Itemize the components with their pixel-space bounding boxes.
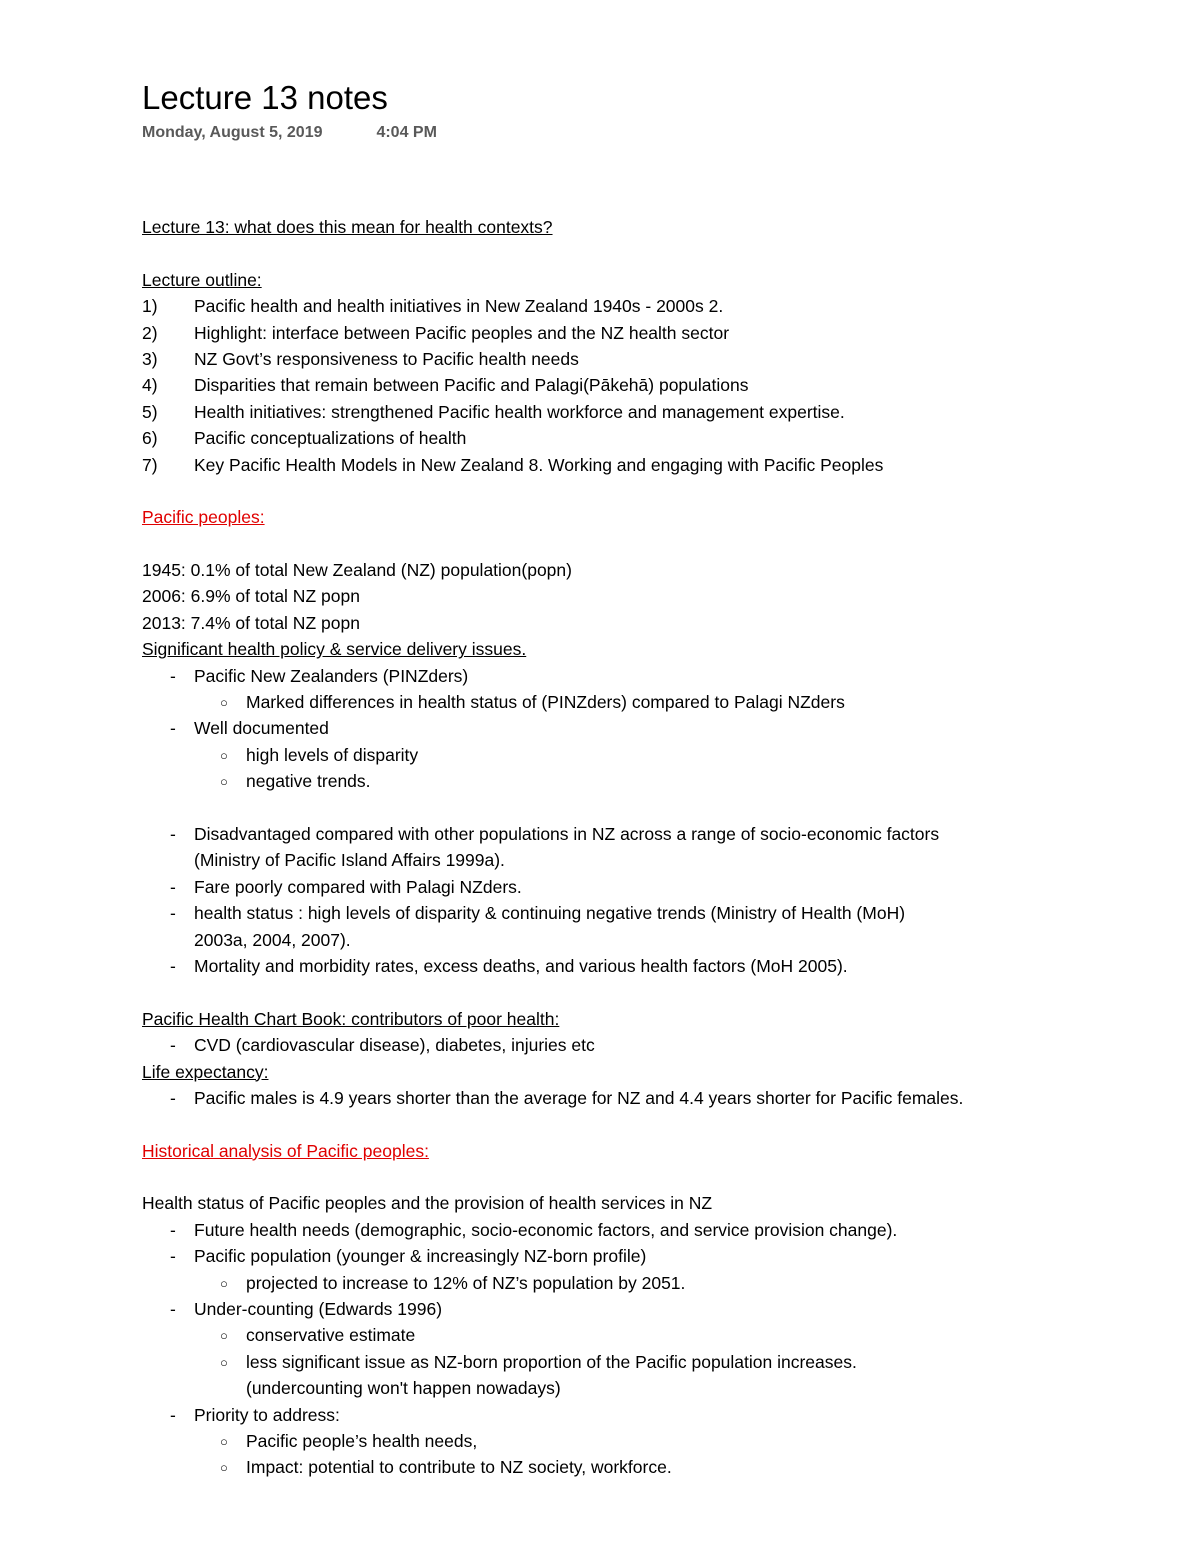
dash-bullet-icon: - <box>170 1246 176 1267</box>
list-number: 7) <box>142 454 158 475</box>
note-timestamp <box>142 124 1142 146</box>
blank-line <box>142 795 1152 821</box>
sub-bullet-continuation: (undercounting won't happen nowadays) <box>246 1378 561 1399</box>
sub-bullet-text: Impact: potential to contribute to NZ society, workforce. <box>246 1457 672 1478</box>
circle-bullet-icon: ○ <box>220 1354 228 1370</box>
circle-bullet-icon: ○ <box>220 695 228 711</box>
dash-bullet-icon: - <box>170 665 176 686</box>
blank-line <box>142 979 1152 1005</box>
text-line: 2013: 7.4% of total NZ popn <box>142 612 360 633</box>
list-item-text: NZ Govt’s responsiveness to Pacific health needs <box>194 348 579 369</box>
bullet-text: Well documented <box>194 718 329 739</box>
numbered-list-item <box>142 346 1152 372</box>
bullet-text: Priority to address: <box>194 1404 340 1425</box>
note-header <box>142 78 1142 146</box>
bullet-item <box>142 874 1152 900</box>
dash-bullet-icon: - <box>170 1087 176 1108</box>
bullet-text: Future health needs (demographic, socio-economic factors, and service provision change). <box>194 1219 898 1240</box>
dash-bullet-icon: - <box>170 1219 176 1240</box>
list-number: 2) <box>142 322 158 343</box>
page-title: Lecture 13 notes <box>142 79 388 116</box>
bullet-text: CVD (cardiovascular disease), diabetes, injuries etc <box>194 1035 595 1056</box>
dash-bullet-icon: - <box>170 876 176 897</box>
circle-bullet-icon: ○ <box>220 1275 228 1291</box>
section-heading: Pacific Health Chart Book: contributors of poor health: <box>142 1008 560 1029</box>
sub-bullet-item <box>142 1322 1152 1348</box>
sub-bullet-item <box>142 742 1152 768</box>
bullet-text: Under-counting (Edwards 1996) <box>194 1299 443 1320</box>
sub-bullet-text: less significant issue as NZ-born proportion of the Pacific population increases. <box>246 1351 857 1372</box>
sub-bullet-item <box>142 768 1152 794</box>
bullet-continuation: (Ministry of Pacific Island Affairs 1999a). <box>194 850 505 871</box>
bullet-item <box>142 715 1152 741</box>
bullet-text: health status : high levels of disparity & continuing negative trends (Ministry of Health (MoH) <box>194 903 906 924</box>
bullet-item <box>142 953 1152 979</box>
list-number: 1) <box>142 296 158 317</box>
sub-bullet-text: conservative estimate <box>246 1325 416 1346</box>
section-heading: Historical analysis of Pacific peoples: <box>142 1140 429 1161</box>
sub-bullet-item <box>142 1349 1152 1375</box>
circle-bullet-icon: ○ <box>220 774 228 790</box>
circle-bullet-icon: ○ <box>220 747 228 763</box>
blank-line <box>142 240 1152 266</box>
blank-line <box>142 478 1152 504</box>
bullet-text: Pacific males is 4.9 years shorter than the average for NZ and 4.4 years shorter for Pacific females. <box>194 1087 964 1108</box>
numbered-list-item <box>142 452 1152 478</box>
bullet-text: Fare poorly compared with Palagi NZders. <box>194 876 522 897</box>
note-body <box>142 214 1152 1481</box>
numbered-list-item <box>142 372 1152 398</box>
list-number: 3) <box>142 348 158 369</box>
dash-bullet-icon: - <box>170 1299 176 1320</box>
dash-bullet-icon: - <box>170 1035 176 1056</box>
blank-line <box>142 1111 1152 1137</box>
sub-bullet-item <box>142 1454 1152 1480</box>
sub-bullet-item <box>142 1270 1152 1296</box>
numbered-list-item <box>142 399 1152 425</box>
section-heading: Pacific peoples: <box>142 507 265 528</box>
sub-bullet-item <box>142 689 1152 715</box>
bullet-item <box>142 663 1152 689</box>
bullet-text: Disadvantaged compared with other populations in NZ across a range of socio-economic factors <box>194 823 940 844</box>
list-item-text: Key Pacific Health Models in New Zealand 8. Working and engaging with Pacific Peoples <box>194 454 884 475</box>
dash-bullet-icon: - <box>170 1404 176 1425</box>
bullet-item <box>142 821 1152 847</box>
bullet-item <box>142 1402 1152 1428</box>
circle-bullet-icon: ○ <box>220 1328 228 1344</box>
note-time: 4:04 PM <box>376 124 437 141</box>
bullet-item <box>142 1243 1152 1269</box>
blank-line <box>142 531 1152 557</box>
blank-line <box>142 1164 1152 1190</box>
section-heading: Significant health policy & service delivery issues. <box>142 639 527 660</box>
numbered-list-item <box>142 425 1152 451</box>
bullet-text: Mortality and morbidity rates, excess deaths, and various health factors (MoH 2005). <box>194 955 848 976</box>
bullet-continuation: 2003a, 2004, 2007). <box>194 929 351 950</box>
list-number: 5) <box>142 401 158 422</box>
bullet-text: Pacific New Zealanders (PINZders) <box>194 665 469 686</box>
section-heading: Lecture outline: <box>142 269 262 290</box>
text-line: Health status of Pacific peoples and the provision of health services in NZ <box>142 1193 713 1214</box>
text-line: 1945: 0.1% of total New Zealand (NZ) population(popn) <box>142 560 572 581</box>
dash-bullet-icon: - <box>170 823 176 844</box>
text-line: 2006: 6.9% of total NZ popn <box>142 586 360 607</box>
section-heading: Lecture 13: what does this mean for health contexts? <box>142 217 553 237</box>
circle-bullet-icon: ○ <box>220 1433 228 1449</box>
list-item-text: Disparities that remain between Pacific and Palagi(Pākehā) populations <box>194 375 749 396</box>
list-item-text: Pacific conceptualizations of health <box>194 428 467 449</box>
list-number: 4) <box>142 375 158 396</box>
dash-bullet-icon: - <box>170 903 176 924</box>
section-heading: Life expectancy: <box>142 1061 269 1082</box>
circle-bullet-icon: ○ <box>220 1460 228 1476</box>
bullet-item <box>142 1217 1152 1243</box>
numbered-list-item <box>142 293 1152 319</box>
bullet-item <box>142 1032 1152 1058</box>
sub-bullet-text: projected to increase to 12% of NZ’s population by 2051. <box>246 1272 686 1293</box>
bullet-item <box>142 1085 1152 1111</box>
dash-bullet-icon: - <box>170 718 176 739</box>
list-item-text: Health initiatives: strengthened Pacific health workforce and management expertise. <box>194 401 845 422</box>
list-item-text: Highlight: interface between Pacific peoples and the NZ health sector <box>194 322 730 343</box>
list-number: 6) <box>142 428 158 449</box>
sub-bullet-text: Pacific people’s health needs, <box>246 1430 478 1451</box>
dash-bullet-icon: - <box>170 955 176 976</box>
bullet-item <box>142 1296 1152 1322</box>
list-item-text: Pacific health and health initiatives in New Zealand 1940s - 2000s 2. <box>194 296 724 317</box>
sub-bullet-text: Marked differences in health status of (PINZders) compared to Palagi NZders <box>246 692 845 713</box>
sub-bullet-text: negative trends. <box>246 771 371 792</box>
bullet-item <box>142 900 1152 926</box>
sub-bullet-text: high levels of disparity <box>246 744 419 765</box>
numbered-list-item <box>142 320 1152 346</box>
note-date: Monday, August 5, 2019 <box>142 124 323 141</box>
sub-bullet-item <box>142 1428 1152 1454</box>
bullet-text: Pacific population (younger & increasingly NZ-born profile) <box>194 1246 647 1267</box>
